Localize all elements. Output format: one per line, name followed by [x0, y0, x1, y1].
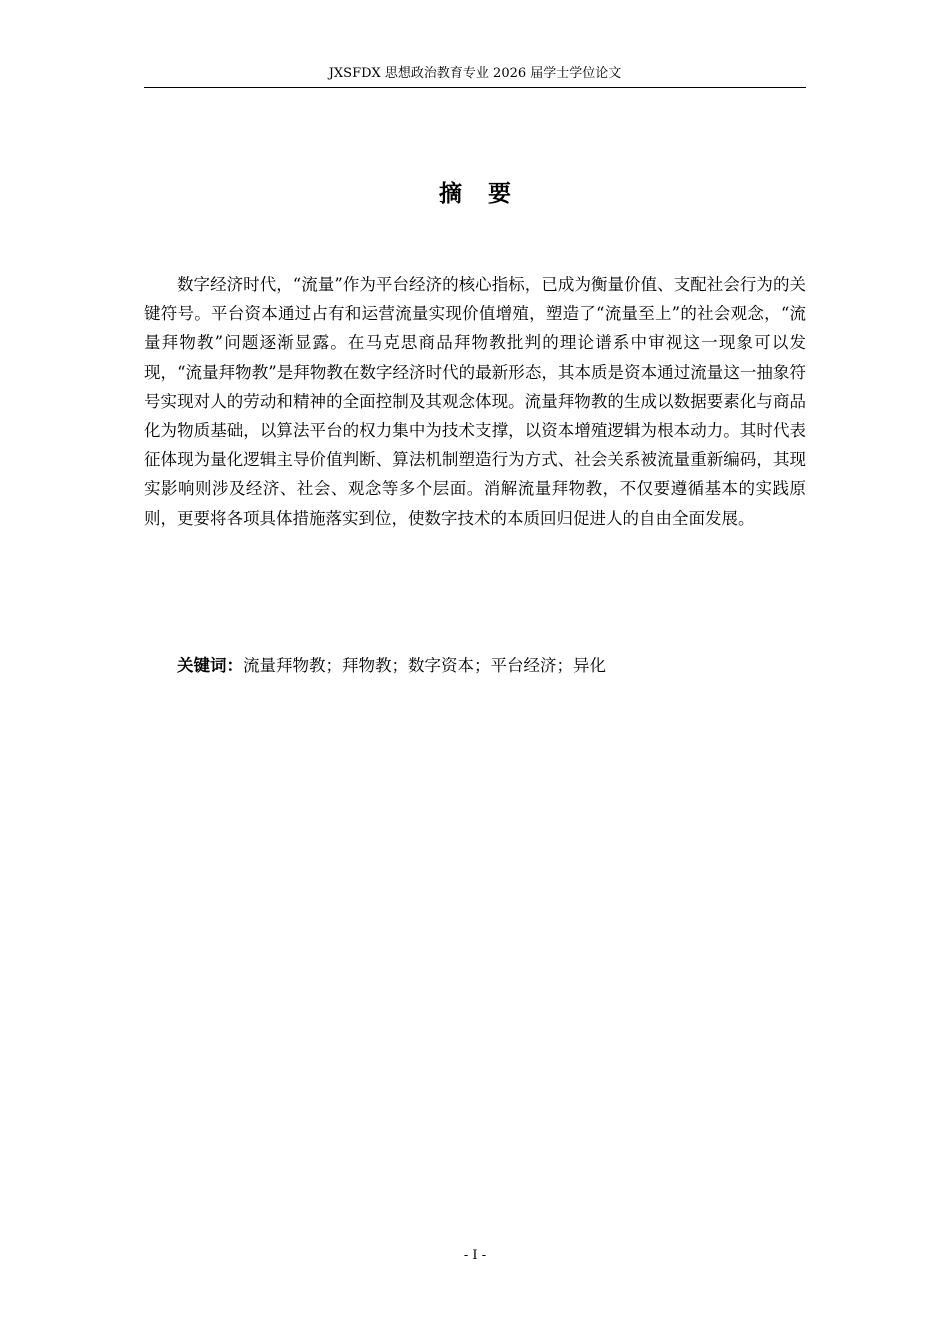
- running-header: JXSFDX 思想政治教育专业 2026 届学士学位论文: [328, 66, 622, 81]
- keywords-label: 关键词：: [177, 656, 243, 675]
- keywords-line: [177, 652, 806, 680]
- abstract-title-char-2: 要: [488, 181, 511, 207]
- header-rule: [144, 87, 806, 88]
- keywords-values: 流量拜物教；拜物教；数字资本；平台经济；异化: [243, 656, 606, 675]
- abstract-body: 数字经济时代，“流量”作为平台经济的核心指标，已成为衡量价值、支配社会行为的关键符号。平台资本通过占有和运营流量实现价值增殖，塑造了“流量至上”的社会观念，“流量拜物教”问题逐渐显露。在马克思商品拜物教批判的理论谱系中审视这一现象可以发现，“流量拜物教”是拜物教在数字经济时代的最新形态，其本质是资本通过流量这一抽象符号实现对人的劳动和精神的全面控制及其观念体现。流量拜物教的生成以数据要素化与商品化为物质基础，以算法平台的权力集中为技术支撑，以资本增殖逻辑为根本动力。其时代表征体现为量化逻辑主导价值判断、算法机制塑造行为方式、社会关系被流量重新编码，其现实影响则涉及经济、社会、观念等多个层面。消解流量拜物教，不仅要遵循基本的实践原则，更要将各项具体措施落实到位，使数字技术的本质回归促进人的自由全面发展。: [144, 275, 806, 528]
- abstract-title-char-1: 摘: [439, 181, 462, 207]
- abstract-title: [144, 178, 806, 210]
- page-number: - I -: [463, 1248, 487, 1263]
